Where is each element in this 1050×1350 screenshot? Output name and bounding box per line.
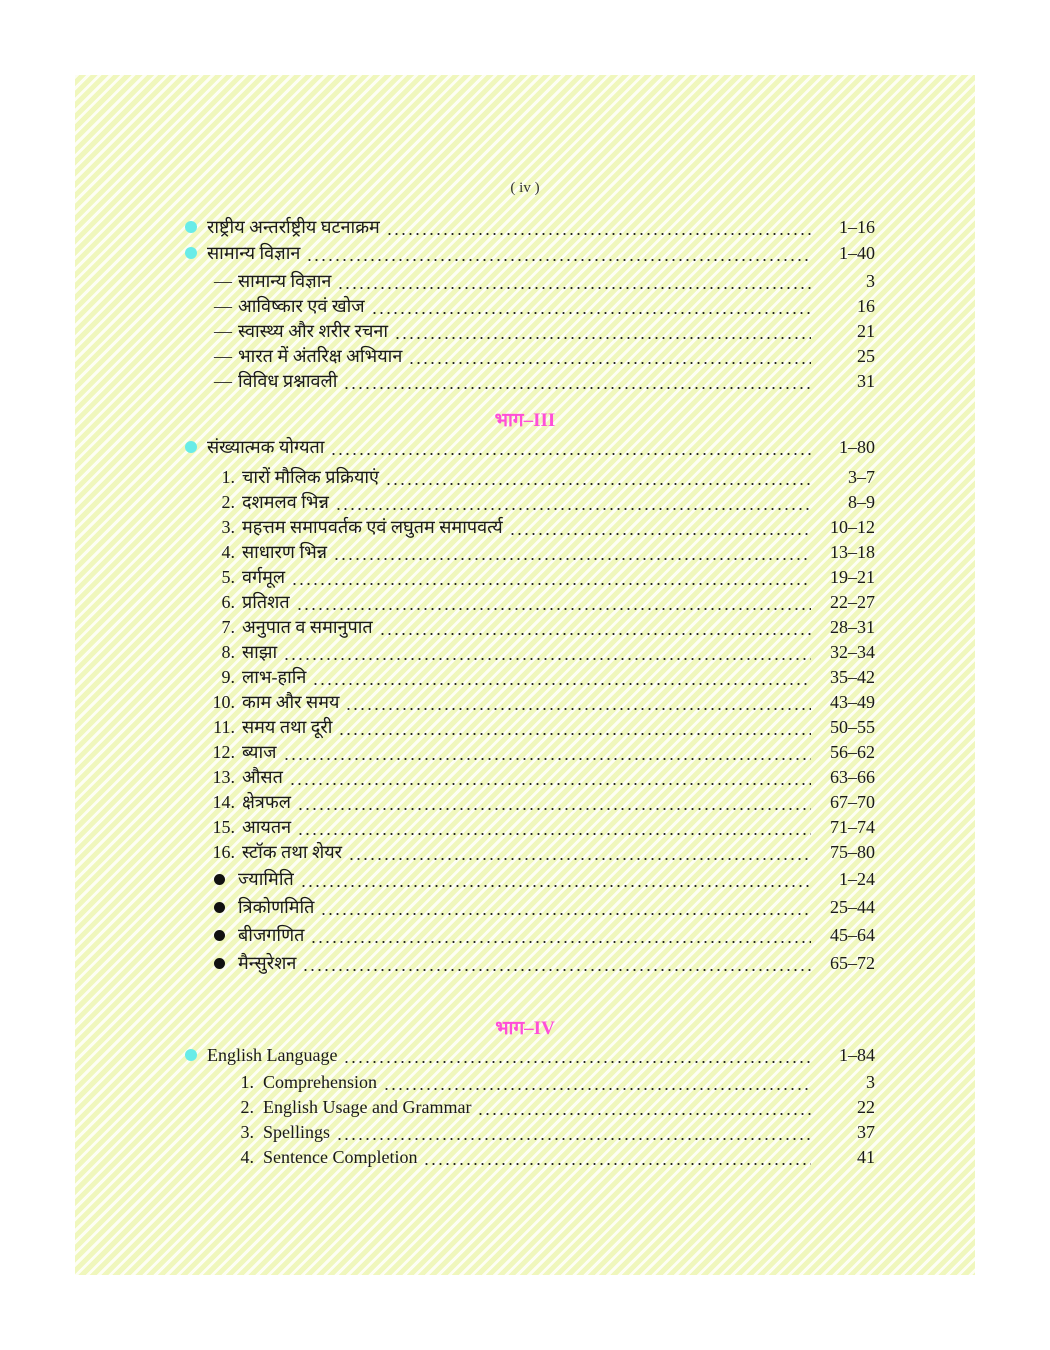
toc-entry[interactable] xyxy=(175,436,875,458)
toc-subentry[interactable] xyxy=(203,616,875,638)
entry-pages: 1–84 xyxy=(839,1045,875,1065)
toc-subentry[interactable] xyxy=(208,345,875,367)
dot-leader xyxy=(330,436,811,458)
entry-label: English Usage and Grammar xyxy=(263,1097,472,1117)
dot-leader xyxy=(509,516,811,538)
entry-pages: 75–80 xyxy=(830,842,875,862)
entry-pages: 37 xyxy=(857,1122,875,1142)
entry-label: औसत xyxy=(242,767,283,787)
toc-entry[interactable] xyxy=(175,242,875,264)
entry-pages: 43–49 xyxy=(830,692,875,712)
entry-pages: 65–72 xyxy=(830,953,875,973)
entry-label: English Language xyxy=(207,1045,338,1065)
entry-number: 5. xyxy=(221,567,235,587)
toc-subentry[interactable] xyxy=(203,766,875,788)
entry-pages: 16 xyxy=(857,296,875,316)
entry-label: वर्गमूल xyxy=(242,567,286,587)
toc-subentry[interactable] xyxy=(212,1071,875,1093)
entry-pages: 56–62 xyxy=(830,742,875,762)
entry-pages: 10–12 xyxy=(830,517,875,537)
entry-pages: 22–27 xyxy=(830,592,875,612)
toc-subentry[interactable] xyxy=(203,841,875,863)
entry-pages: 1–24 xyxy=(839,869,875,889)
toc-subentry[interactable] xyxy=(200,896,875,918)
entry-pages: 3 xyxy=(866,1072,875,1092)
dot-leader xyxy=(345,691,811,713)
entry-label: Spellings xyxy=(263,1122,331,1142)
toc-subentry[interactable] xyxy=(212,1146,875,1168)
entry-label: दशमलव भिन्न xyxy=(242,492,329,512)
entry-number: 8. xyxy=(221,642,235,662)
entry-number: 2. xyxy=(221,492,235,512)
entry-pages: 13–18 xyxy=(830,542,875,562)
toc-subentry[interactable] xyxy=(200,952,875,974)
entry-pages: 25 xyxy=(857,346,875,366)
dot-leader xyxy=(343,370,811,392)
toc-entry[interactable] xyxy=(175,1044,875,1066)
black-bullet-icon xyxy=(200,930,238,941)
dot-leader xyxy=(302,952,811,974)
entry-pages: 32–34 xyxy=(830,642,875,662)
toc-subentry[interactable] xyxy=(208,295,875,317)
entry-pages: 19–21 xyxy=(830,567,875,587)
entry-label: स्टॉक तथा शेयर xyxy=(242,842,343,862)
dot-leader xyxy=(338,716,811,738)
entry-label: महत्तम समापवर्तक एवं लघुतम समापवर्त्य xyxy=(242,517,503,537)
entry-pages: 45–64 xyxy=(830,925,875,945)
entry-number: 3. xyxy=(240,1122,254,1142)
entry-number: 9. xyxy=(221,667,235,687)
bullet-icon xyxy=(175,1049,207,1061)
entry-pages: 25–44 xyxy=(830,897,875,917)
dot-leader xyxy=(423,1146,811,1168)
toc-subentry[interactable] xyxy=(203,816,875,838)
entry-number: 12. xyxy=(212,742,235,762)
toc-subentry[interactable] xyxy=(203,566,875,588)
entry-pages: 63–66 xyxy=(830,767,875,787)
entry-label: ज्यामिति xyxy=(238,869,294,889)
dot-leader xyxy=(300,868,811,890)
entry-label: अनुपात व समानुपात xyxy=(242,617,373,637)
dash-marker: — xyxy=(214,346,232,366)
dot-leader xyxy=(306,242,811,264)
toc-subentry[interactable] xyxy=(203,716,875,738)
dot-leader xyxy=(337,270,811,292)
entry-label: बीजगणित xyxy=(238,925,305,945)
dot-leader xyxy=(297,791,811,813)
toc-subentry[interactable] xyxy=(203,741,875,763)
black-bullet-icon xyxy=(200,902,238,913)
entry-number: 15. xyxy=(212,817,235,837)
entry-label: सामान्य विज्ञान xyxy=(207,243,301,263)
dash-marker: — xyxy=(214,371,232,391)
entry-label: स्वास्थ्य और शरीर रचना xyxy=(238,321,389,341)
entry-pages: 50–55 xyxy=(830,717,875,737)
section-heading-part-4: भाग–IV xyxy=(495,1018,555,1039)
entry-number: 7. xyxy=(221,617,235,637)
dot-leader xyxy=(312,666,811,688)
dot-leader xyxy=(379,616,811,638)
dot-leader xyxy=(320,896,811,918)
entry-label: ब्याज xyxy=(242,742,277,762)
entry-label: सामान्य विज्ञान xyxy=(238,271,332,291)
toc-subentry[interactable] xyxy=(203,516,875,538)
entry-label: त्रिकोणमिति xyxy=(238,897,315,917)
entry-pages: 41 xyxy=(857,1147,875,1167)
entry-label: साझा xyxy=(242,642,278,662)
entry-label: चारों मौलिक प्रक्रियाएं xyxy=(242,467,380,487)
entry-label: साधारण भिन्न xyxy=(242,542,328,562)
entry-number: 1. xyxy=(240,1072,254,1092)
toc-subentry[interactable] xyxy=(203,641,875,663)
black-bullet-icon xyxy=(200,958,238,969)
bullet-icon xyxy=(175,221,207,233)
dot-leader xyxy=(383,1071,811,1093)
dot-leader xyxy=(333,541,811,563)
entry-pages: 22 xyxy=(857,1097,875,1117)
entry-pages: 3 xyxy=(866,271,875,291)
dash-marker: — xyxy=(214,271,232,291)
toc-subentry[interactable] xyxy=(212,1121,875,1143)
toc-subentry[interactable] xyxy=(208,270,875,292)
entry-label: प्रतिशत xyxy=(242,592,290,612)
dash-marker: — xyxy=(214,296,232,316)
dot-leader xyxy=(371,295,811,317)
entry-number: 11. xyxy=(213,717,235,737)
dot-leader xyxy=(335,491,811,513)
black-bullet-icon xyxy=(200,874,238,885)
entry-label: समय तथा दूरी xyxy=(242,717,333,737)
dot-leader xyxy=(310,924,811,946)
dash-marker: — xyxy=(214,321,232,341)
entry-pages: 35–42 xyxy=(830,667,875,687)
dot-leader xyxy=(477,1096,811,1118)
entry-number: 4. xyxy=(240,1147,254,1167)
toc-subentry[interactable] xyxy=(203,491,875,513)
entry-number: 6. xyxy=(221,592,235,612)
entry-label: आयतन xyxy=(242,817,292,837)
entry-label: आविष्कार एवं खोज xyxy=(238,296,365,316)
dot-leader xyxy=(283,641,811,663)
entry-pages: 8–9 xyxy=(848,492,875,512)
entry-number: 3. xyxy=(221,517,235,537)
entry-pages: 28–31 xyxy=(830,617,875,637)
entry-label: संख्यात्मक योग्यता xyxy=(207,437,325,457)
entry-pages: 1–80 xyxy=(839,437,875,457)
dot-leader xyxy=(386,216,811,238)
dot-leader xyxy=(394,320,811,342)
toc-subentry[interactable] xyxy=(203,691,875,713)
section-heading-part-3: भाग–III xyxy=(494,410,556,431)
toc-subentry[interactable] xyxy=(203,791,875,813)
entry-label: Sentence Completion xyxy=(263,1147,418,1167)
toc-subentry[interactable] xyxy=(203,591,875,613)
toc-subentry[interactable] xyxy=(212,1096,875,1118)
entry-number: 14. xyxy=(212,792,235,812)
dot-leader xyxy=(283,741,812,763)
entry-label: भारत में अंतरिक्ष अभियान xyxy=(238,346,403,366)
dot-leader xyxy=(297,816,811,838)
entry-pages: 1–40 xyxy=(839,243,875,263)
toc-subentry[interactable] xyxy=(200,868,875,890)
entry-label: विविध प्रश्नावली xyxy=(238,371,338,391)
entry-label: काम और समय xyxy=(242,692,340,712)
toc-subentry[interactable] xyxy=(203,666,875,688)
dot-leader xyxy=(385,466,811,488)
dot-leader xyxy=(343,1044,811,1066)
toc-entry[interactable] xyxy=(175,216,875,238)
toc-subentry[interactable] xyxy=(203,541,875,563)
toc-subentry[interactable] xyxy=(200,924,875,946)
entry-label: लाभ-हानि xyxy=(242,667,307,687)
dot-leader xyxy=(408,345,811,367)
dot-leader xyxy=(291,566,811,588)
entry-pages: 21 xyxy=(857,321,875,341)
bullet-icon xyxy=(175,247,207,259)
entry-number: 2. xyxy=(240,1097,254,1117)
entry-pages: 71–74 xyxy=(830,817,875,837)
toc-subentry[interactable] xyxy=(208,370,875,392)
entry-pages: 3–7 xyxy=(848,467,875,487)
entry-label: क्षेत्रफल xyxy=(242,792,291,812)
entry-number: 4. xyxy=(221,542,235,562)
entry-number: 1. xyxy=(221,467,235,487)
dot-leader xyxy=(289,766,811,788)
entry-pages: 1–16 xyxy=(839,217,875,237)
toc-subentry[interactable] xyxy=(203,466,875,488)
entry-pages: 67–70 xyxy=(830,792,875,812)
entry-label: Comprehension xyxy=(263,1072,377,1092)
entry-pages: 31 xyxy=(857,371,875,391)
entry-number: 13. xyxy=(212,767,235,787)
bullet-icon xyxy=(175,441,207,453)
entry-label: राष्ट्रीय अन्तर्राष्ट्रीय घटनाक्रम xyxy=(207,217,380,237)
dot-leader xyxy=(296,591,811,613)
toc-subentry[interactable] xyxy=(208,320,875,342)
dot-leader xyxy=(348,841,811,863)
page-number: ( iv ) xyxy=(510,180,540,196)
entry-label: मैन्सुरेशन xyxy=(238,953,297,973)
entry-number: 10. xyxy=(212,692,235,712)
entry-number: 16. xyxy=(212,842,235,862)
dot-leader xyxy=(336,1121,811,1143)
